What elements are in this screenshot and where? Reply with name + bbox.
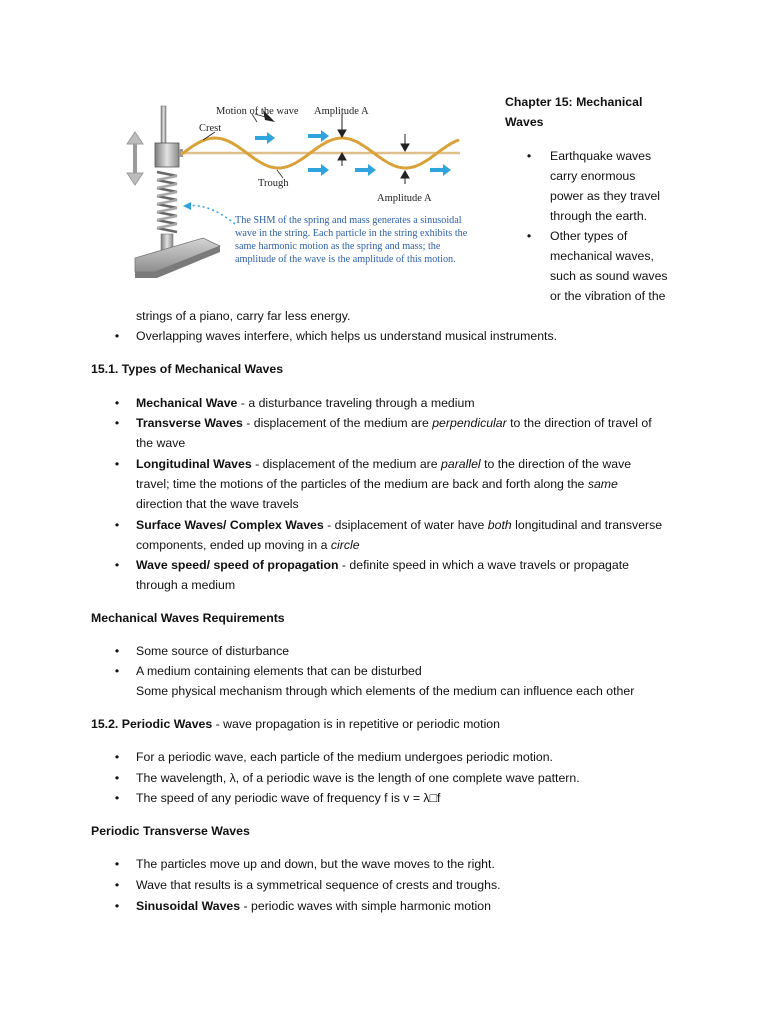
- side-bullet-1-line-4: through the earth.: [550, 209, 648, 223]
- wave-speed-item: Wave speed/ speed of propagation - definite speed in which a wave travels or propagate: [136, 558, 629, 572]
- longitudinal-waves-item: Longitudinal Waves - displacement of the medium are parallel to the direction of the wave: [136, 457, 632, 471]
- bullet-icon: •: [114, 899, 120, 913]
- bullet-icon: •: [114, 664, 120, 678]
- figure-caption: [235, 215, 468, 265]
- bullet-icon: •: [114, 518, 120, 532]
- intro-continuation: strings of a piano, carry far less energy.: [136, 309, 351, 323]
- requirements-heading: Mechanical Waves Requirements: [91, 611, 285, 625]
- wave-speed-item-line-2: through a medium: [136, 578, 236, 592]
- periodic-transverse-heading: Periodic Transverse Waves: [91, 824, 250, 838]
- bullet-icon: •: [114, 329, 120, 343]
- side-bullet-1-line-3: power as they travel: [550, 189, 661, 203]
- amplitude-bottom-label: Amplitude A: [377, 193, 432, 204]
- longitudinal-waves-item-line-2: travel; time the motions of the particles of the medium are back and forth along the same: [136, 477, 618, 491]
- bullet-icon: •: [114, 644, 120, 658]
- trough-label: Trough: [258, 178, 289, 189]
- side-bullet-1-line-2: carry enormous: [550, 169, 636, 183]
- bullet-icon: •: [114, 771, 120, 785]
- bullet-icon: •: [114, 558, 120, 572]
- section-15-1-heading: 15.1. Types of Mechanical Waves: [91, 362, 284, 376]
- requirement-item-1: Some source of disturbance: [136, 644, 290, 658]
- motion-label: Motion of the wave: [216, 106, 299, 117]
- bullet-icon: •: [114, 457, 120, 471]
- crest-label: Crest: [199, 123, 222, 134]
- bullet-icon: •: [114, 750, 120, 764]
- bullet-icon: •: [114, 857, 120, 871]
- periodic-item-3: The speed of any periodic wave of frequency f is v = λ□f: [136, 791, 441, 805]
- bullet-icon: •: [114, 416, 120, 430]
- ptw-item-2: Wave that results is a symmetrical sequence of crests and troughs.: [136, 878, 501, 892]
- svg-text:The SHM of the spring and mass: The SHM of the spring and mass generates a sinusoidal: [235, 215, 462, 226]
- periodic-item-1: For a periodic wave, each particle of the medium undergoes periodic motion.: [136, 750, 553, 764]
- side-bullet-1-line-1: Earthquake waves: [550, 149, 652, 163]
- periodic-item-2: The wavelength, λ, of a periodic wave is the length of one complete wave pattern.: [136, 771, 580, 785]
- svg-text:amplitude of the wave is the a: amplitude of the wave is the amplitude of this motion.: [235, 254, 456, 265]
- requirement-item-3: Some physical mechanism through which elements of the medium can influence each other: [136, 684, 635, 698]
- surface-waves-item-line-2: components, ended up moving in a circle: [136, 538, 360, 552]
- vertical-motion-icon: [127, 132, 143, 185]
- section-15-2-heading: 15.2. Periodic Waves - wave propagation is in repetitive or periodic motion: [91, 717, 500, 731]
- bullet-icon: •: [114, 791, 120, 805]
- intro-bullet-3: Overlapping waves interfere, which helps us understand musical instruments.: [136, 329, 558, 343]
- bullet-icon: •: [114, 396, 120, 410]
- side-bullet-2-line-3: such as sound waves: [550, 269, 668, 283]
- side-bullet-2-line-1: Other types of: [550, 229, 628, 243]
- svg-text:same harmonic motion as the sp: same harmonic motion as the spring and mass; the: [235, 241, 441, 252]
- transverse-waves-item: Transverse Waves - displacement of the medium are perpendicular to the direction of travel of: [136, 416, 652, 430]
- surface-waves-item: Surface Waves/ Complex Waves - dsiplacement of water have both longitudinal and transverse: [136, 518, 663, 532]
- ptw-item-3: Sinusoidal Waves - periodic waves with simple harmonic motion: [136, 899, 491, 913]
- wave-figure: [115, 96, 495, 281]
- side-bullet-2-line-2: mechanical waves,: [550, 249, 654, 263]
- svg-text:wave in the string. Each parti: wave in the string. Each particle in the string exhibits the: [235, 228, 468, 239]
- chapter-title-cont: Waves: [505, 115, 544, 129]
- mechanical-wave-item: Mechanical Wave - a disturbance traveling through a medium: [136, 396, 475, 410]
- ptw-item-1: The particles move up and down, but the wave moves to the right.: [136, 857, 495, 871]
- spring-icon: [157, 172, 177, 232]
- bullet-icon: •: [526, 229, 532, 243]
- chapter-title: Chapter 15: Mechanical: [505, 95, 643, 109]
- amplitude-top-label: Amplitude A: [314, 106, 369, 117]
- side-bullet-2-line-4: or the vibration of the: [550, 289, 666, 303]
- mass-block: [155, 143, 179, 167]
- requirement-item-2: A medium containing elements that can be disturbed: [136, 664, 422, 678]
- rod: [161, 106, 166, 144]
- bullet-icon: •: [526, 149, 532, 163]
- bullet-icon: •: [114, 878, 120, 892]
- transverse-waves-item-line-2: the wave: [136, 436, 186, 450]
- longitudinal-waves-item-line-3: direction that the wave travels: [136, 497, 299, 511]
